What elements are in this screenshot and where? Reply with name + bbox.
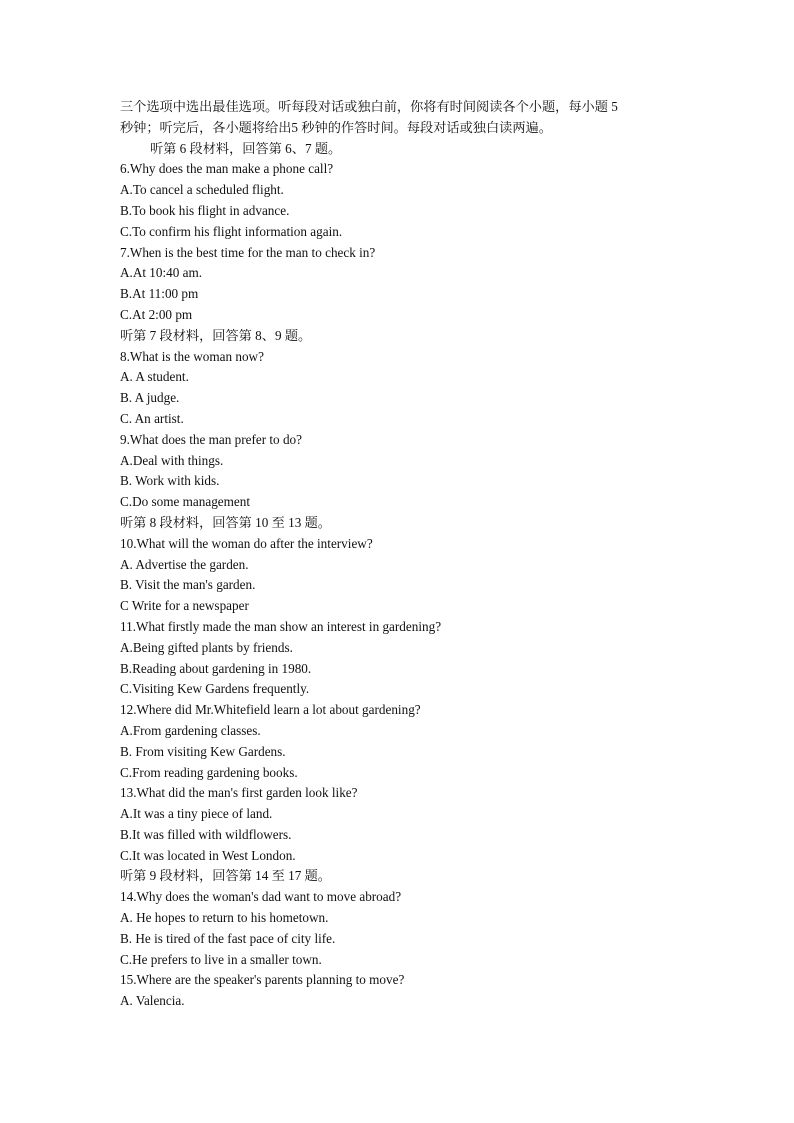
question: 15.Where are the speaker's parents planning to move? bbox=[120, 972, 405, 988]
option: C.From reading gardening books. bbox=[120, 764, 298, 780]
question: 13.What did the man's first garden look like? bbox=[120, 785, 358, 801]
option: A.At 10:40 am. bbox=[120, 265, 203, 281]
option: B. From visiting Kew Gardens. bbox=[120, 743, 286, 759]
question: 7.When is the best time for the man to check in? bbox=[120, 244, 376, 260]
option: C.It was located in West London. bbox=[120, 847, 296, 863]
option: A.From gardening classes. bbox=[120, 722, 261, 738]
question: 11.What firstly made the man show an interest in gardening? bbox=[120, 618, 442, 634]
option: A.Deal with things. bbox=[120, 452, 224, 468]
option: A.Being gifted plants by friends. bbox=[120, 639, 293, 655]
section-heading: 听第 8 段材料，回答第 10 至 13 题。 bbox=[120, 514, 331, 530]
question: 10.What will the woman do after the interview? bbox=[120, 535, 373, 551]
question: 14.Why does the woman's dad want to move abroad? bbox=[120, 889, 402, 905]
option: C. An artist. bbox=[120, 410, 184, 426]
option: B. A judge. bbox=[120, 390, 180, 406]
option: B.It was filled with wildflowers. bbox=[120, 826, 292, 842]
instruction-line: 三个选项中选出最佳选项。听每段对话或独白前，你将有时间阅读各个小题，每小题 5 bbox=[120, 99, 618, 114]
option: A.It was a tiny piece of land. bbox=[120, 806, 273, 822]
option: C.To confirm his flight information again. bbox=[120, 223, 343, 239]
section-heading: 听第 7 段材料，回答第 8、9 题。 bbox=[120, 327, 312, 343]
question: 6.Why does the man make a phone call? bbox=[120, 161, 334, 177]
option: A.To cancel a scheduled flight. bbox=[120, 182, 284, 198]
option: A. A student. bbox=[120, 369, 189, 385]
section-heading: 听第 6 段材料，回答第 6、7 题。 bbox=[150, 140, 342, 156]
option: A. Advertise the garden. bbox=[120, 556, 249, 572]
question: 9.What does the man prefer to do? bbox=[120, 431, 302, 447]
option: B.Reading about gardening in 1980. bbox=[120, 660, 312, 676]
question: 8.What is the woman now? bbox=[120, 348, 264, 364]
section-heading: 听第 9 段材料，回答第 14 至 17 题。 bbox=[120, 868, 331, 884]
option: B. He is tired of the fast pace of city life. bbox=[120, 930, 336, 946]
option: A. Valencia. bbox=[120, 993, 185, 1009]
option: A. He hopes to return to his hometown. bbox=[120, 910, 329, 926]
option: B. Work with kids. bbox=[120, 473, 220, 489]
option: C.He prefers to live in a smaller town. bbox=[120, 951, 322, 967]
option: B.To book his flight in advance. bbox=[120, 202, 290, 218]
option: C.Visiting Kew Gardens frequently. bbox=[120, 681, 310, 697]
option: B. Visit the man's garden. bbox=[120, 577, 256, 593]
option: C.Do some management bbox=[120, 494, 251, 510]
question: 12.Where did Mr.Whitefield learn a lot about gardening? bbox=[120, 702, 421, 718]
option: C Write for a newspaper bbox=[120, 598, 249, 614]
exam-text bbox=[120, 97, 680, 1012]
instruction-line: 秒钟；听完后，各小题将给出5 秒钟的作答时间。每段对话或独白读两遍。 bbox=[120, 119, 552, 135]
option: C.At 2:00 pm bbox=[120, 306, 193, 322]
option: B.At 11:00 pm bbox=[120, 286, 199, 302]
